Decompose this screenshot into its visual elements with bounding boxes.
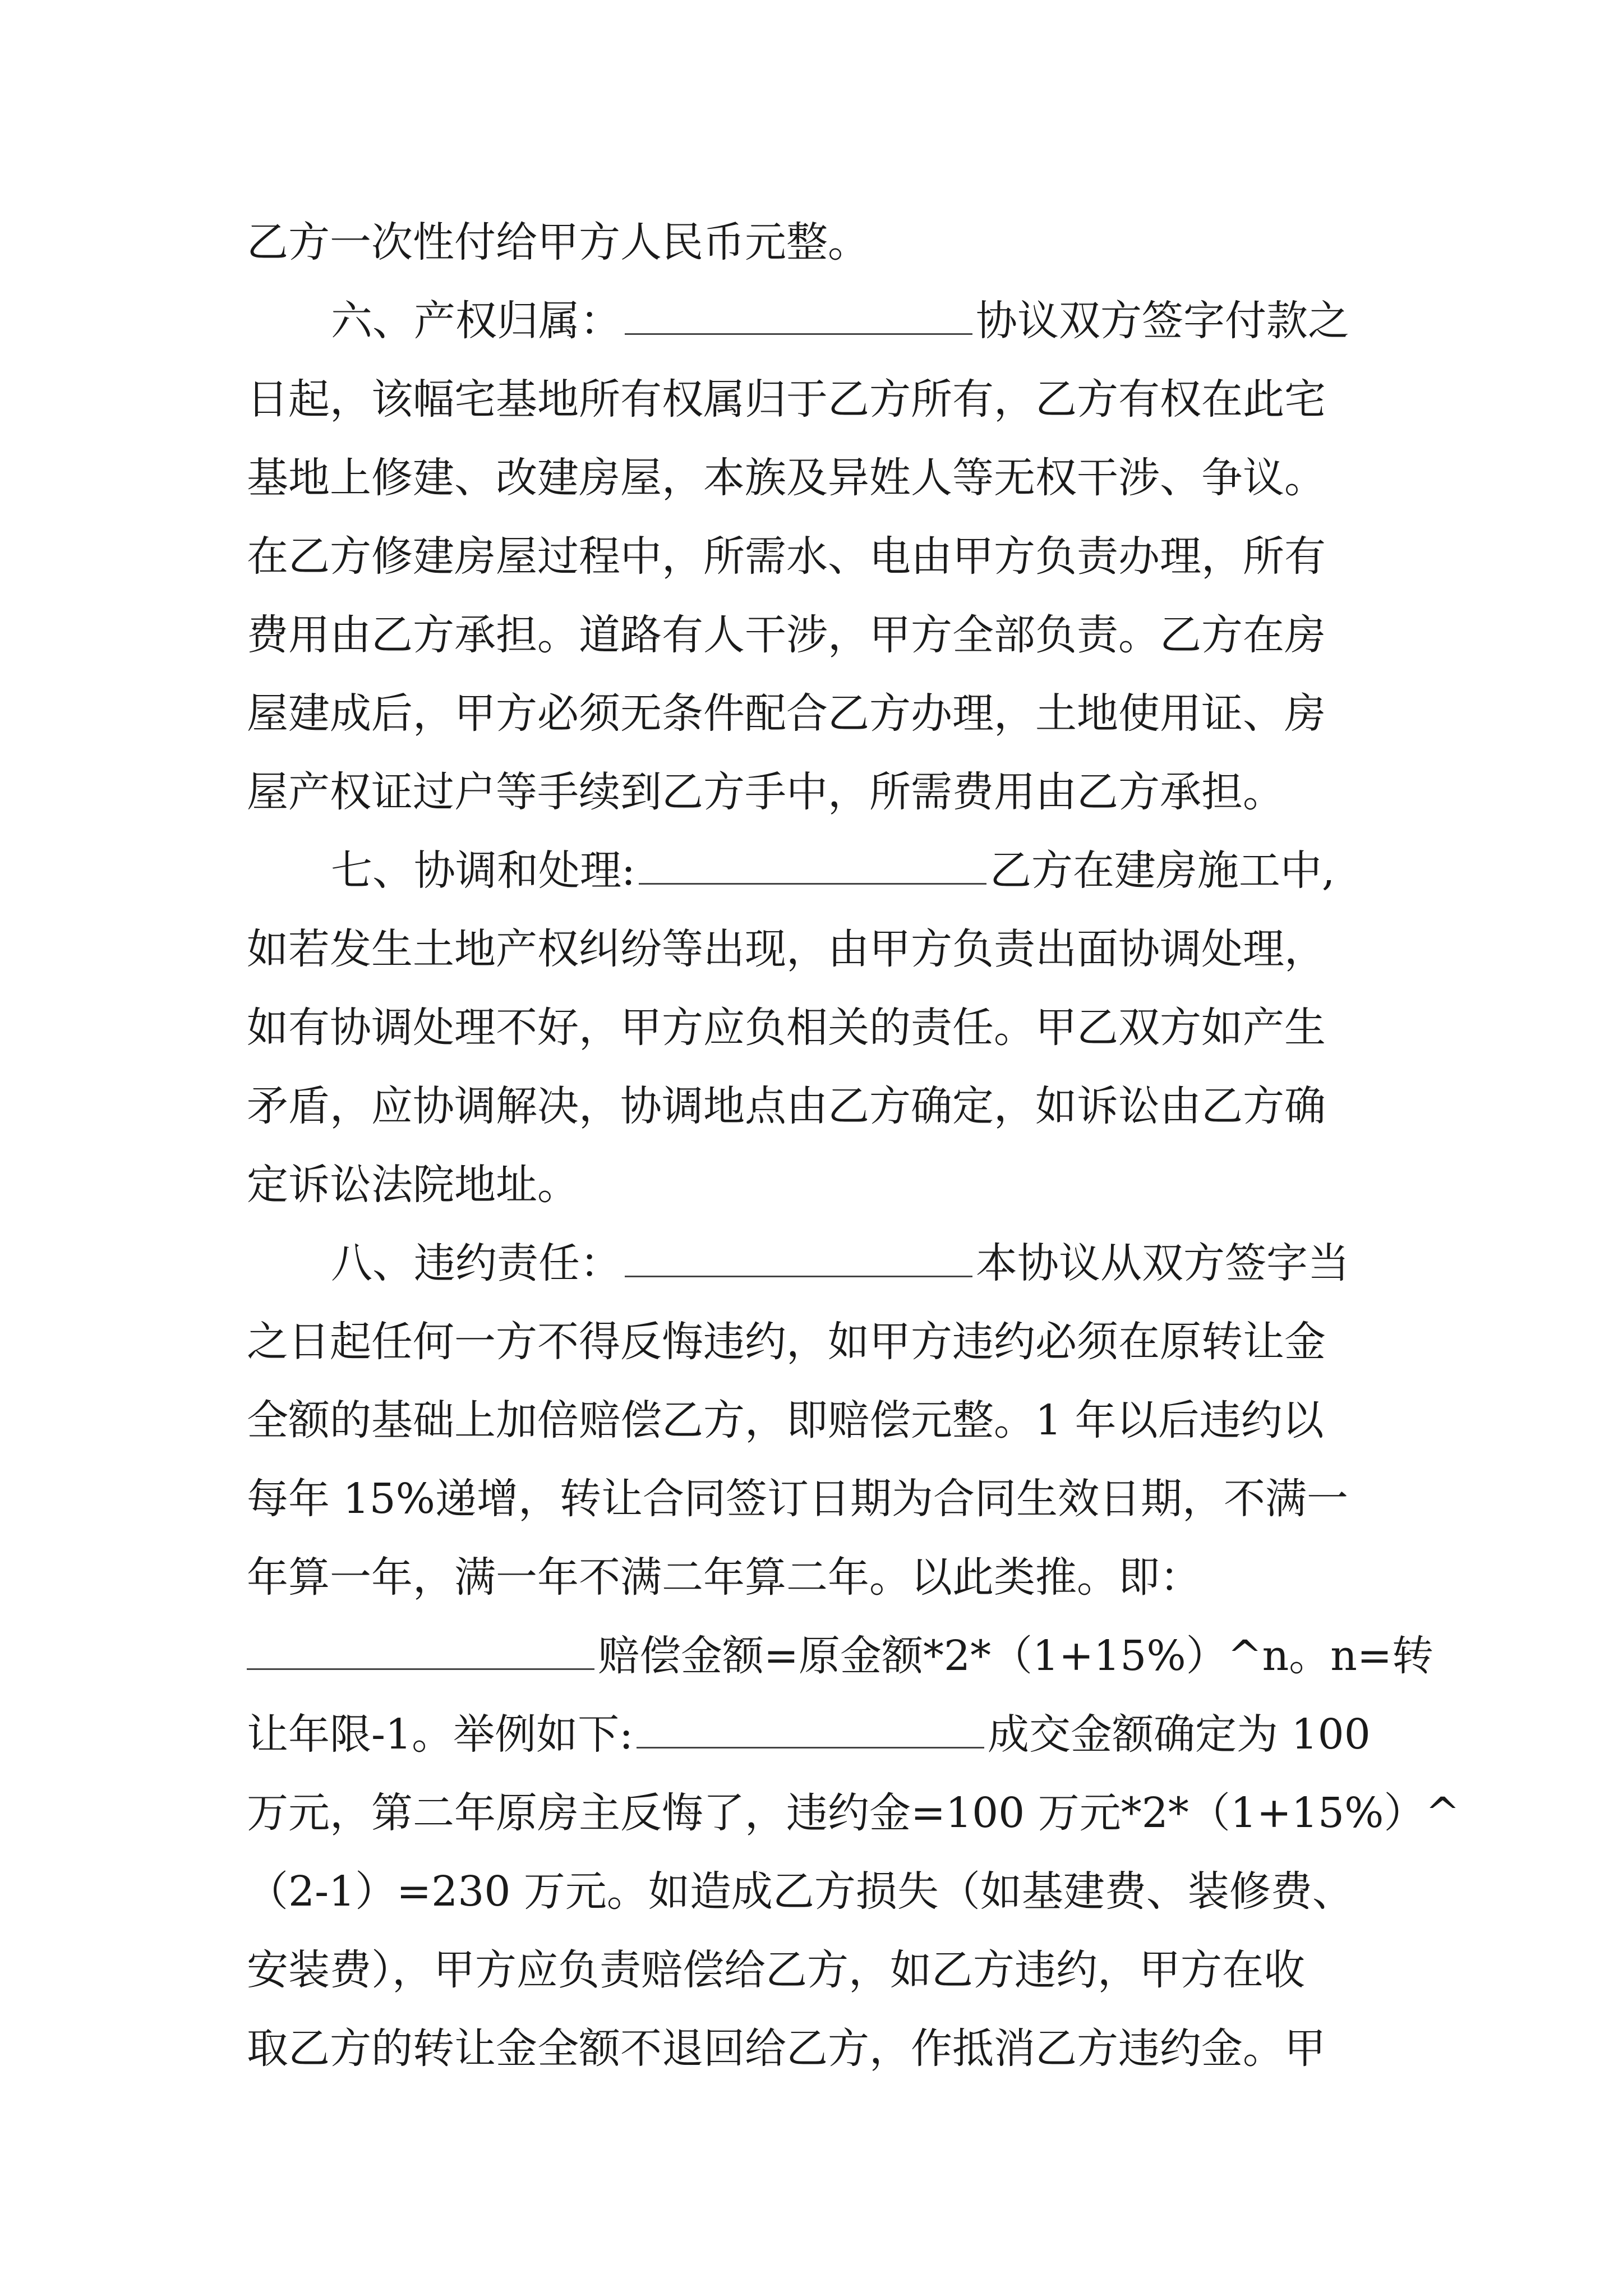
text-fragment: 成交金额确定为 100 <box>988 1710 1371 1759</box>
text-fragment: 让年限-1。举例如下: <box>247 1710 634 1759</box>
text-fragment: 协议双方签字付款之 <box>976 297 1349 345</box>
text-line: 在乙方修建房屋过程中，所需水、电由甲方负责办理，所有 <box>247 532 1326 581</box>
fill-in-blank[interactable] <box>625 1242 972 1277</box>
formula-text: 赔偿金额=原金额*2*（1+15%）^n。n=转 <box>598 1632 1433 1680</box>
clause-seven-heading: 七、协调和处理: <box>331 846 635 895</box>
text-line: 每年 15%递增，转让合同签订日期为合同生效日期，不满一 <box>247 1475 1348 1523</box>
text-line: （2-1）=230 万元。如造成乙方损失（如基建费、装修费、 <box>247 1867 1354 1916</box>
text-line: 费用由乙方承担。道路有人干涉，甲方全部负责。乙方在房 <box>247 611 1326 659</box>
text-line: 之日起任何一方不得反悔违约，如甲方违约必须在原转让金 <box>247 1318 1326 1366</box>
text-line: 如若发生土地产权纠纷等出现，由甲方负责出面协调处理， <box>247 925 1326 973</box>
text-line: 定诉讼法院地址。 <box>247 1161 579 1209</box>
clause-six-line <box>331 287 1349 355</box>
fill-in-blank[interactable] <box>637 1713 984 1749</box>
example-line <box>247 1701 1371 1768</box>
text-line: 矛盾，应协调解决，协调地点由乙方确定，如诉讼由乙方确 <box>247 1082 1326 1130</box>
text-line: 全额的基础上加倍赔偿乙方，即赔偿元整。1 年以后违约以 <box>247 1396 1324 1444</box>
text-line: 屋产权证过户等手续到乙方手中，所需费用由乙方承担。 <box>247 768 1284 816</box>
text-line: 基地上修建、改建房屋，本族及异姓人等无权干涉、争议。 <box>247 454 1326 502</box>
fill-in-blank[interactable] <box>247 1635 594 1670</box>
text-line: 年算一年，满一年不满二年算二年。以此类推。即： <box>247 1553 1201 1602</box>
clause-six-heading: 六、产权归属： <box>331 297 621 345</box>
text-line: 如有协调处理不好，甲方应负相关的责任。甲乙双方如产生 <box>247 1004 1326 1052</box>
text-line: 取乙方的转让金全额不退回给乙方，作抵消乙方违约金。甲 <box>247 2024 1326 2073</box>
text-line: 安装费），甲方应负责赔偿给乙方，如乙方违约，甲方在收 <box>247 1946 1305 1994</box>
clause-seven-line <box>331 837 1335 904</box>
text-fragment: 乙方在建房施工中, <box>989 846 1335 895</box>
text-fragment: 本协议从双方签字当 <box>976 1239 1349 1287</box>
formula-line <box>247 1622 1433 1690</box>
text-line: 日起，该幅宅基地所有权属归于乙方所有，乙方有权在此宅 <box>247 375 1326 424</box>
fill-in-blank[interactable] <box>625 300 972 335</box>
text-line: 屋建成后，甲方必须无条件配合乙方办理，土地使用证、房 <box>247 689 1326 738</box>
clause-eight-line <box>331 1230 1349 1297</box>
clause-eight-heading: 八、违约责任： <box>331 1239 621 1287</box>
text-line: 万元，第二年原房主反悔了，违约金=100 万元*2*（1+15%）^ <box>247 1789 1460 1837</box>
fill-in-blank[interactable] <box>639 849 986 885</box>
text-line: 乙方一次性付给甲方人民币元整。 <box>247 218 869 266</box>
